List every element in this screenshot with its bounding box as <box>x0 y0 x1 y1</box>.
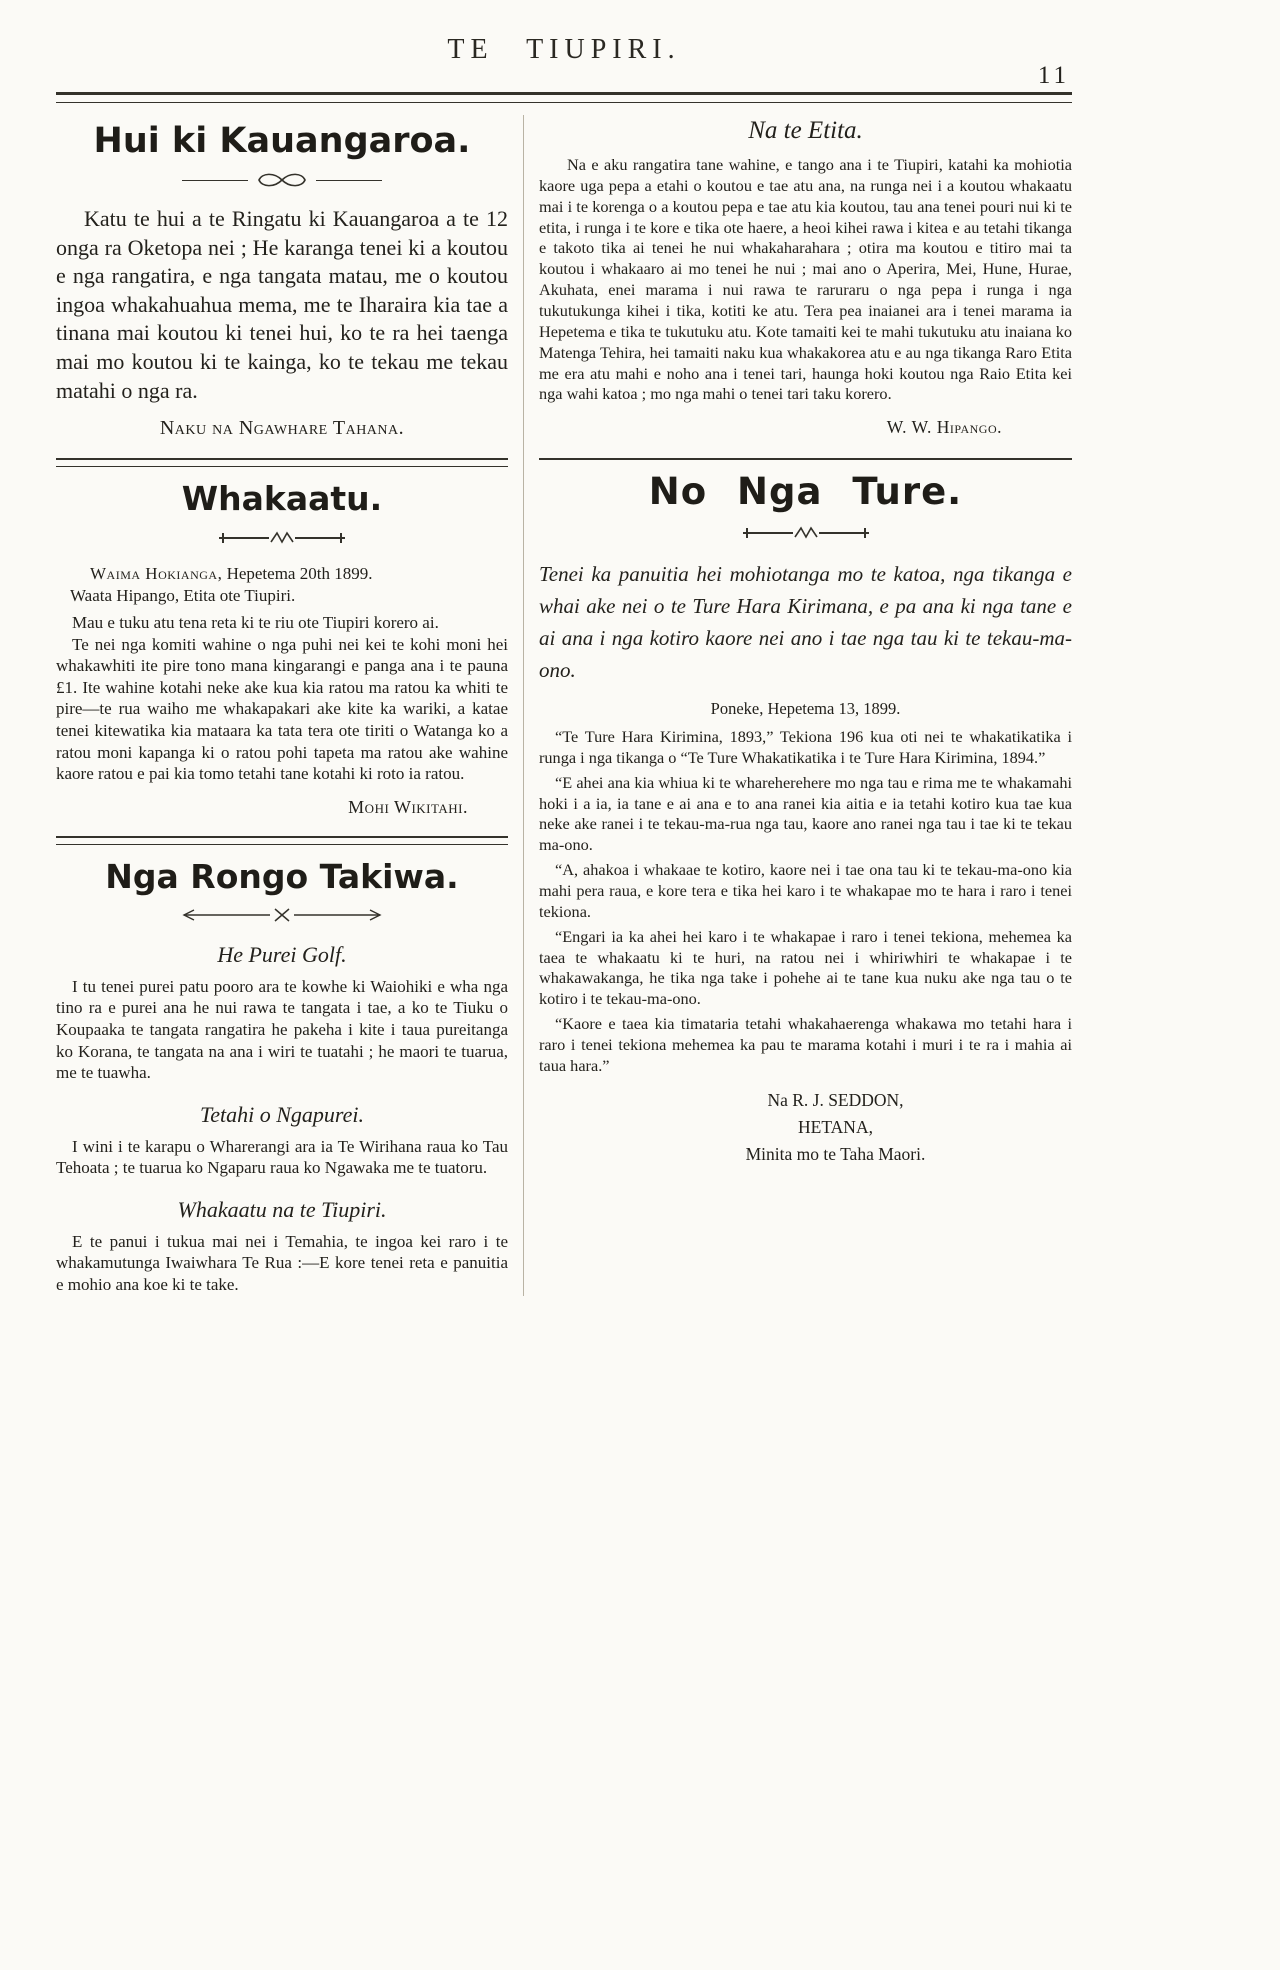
columns-container <box>56 115 1072 1296</box>
article-body: Katu te hui a te Ringatu ki Kauangaroa a te 12 onga ra Oketopa nei ; He karanga tenei ki a koutou e nga rangatira, e nga tangata matau, me o koutou ingoa whakahuahua mema, me te Iharaira kia tae a tinana mai koutou ki tenei hui, ko te ra hei taenga mai mo koutou ki te kainga, ko te tekau me tekau matahi o nga ra. <box>56 206 508 403</box>
ornament-line <box>182 180 248 181</box>
article-paragraph: Te nei nga komiti wahine o nga puhi nei kei te kohi moni hei whakawhiti ite pire tono mana kingarangi e panga ana i te pauna £1. Ite wahine kotahi neke ake kua kia ratou ma ratou ka whiti te pire—te rua waiho me whakapakari ake kite ka wariki, a katae tenei kitewatika kia mataara ka tata tera ote tiriti o Watanga ko a ratou moni kapanga ki o ratou pohi tapeta ma ratou ake wahine kaore ratou e pai kia tomo tetahi tane kotahi ki roto ia ratou. <box>56 634 508 784</box>
article-no-nga-ture <box>539 470 1072 1168</box>
article-hui-ki-kauangaroa <box>56 121 508 440</box>
article-addressee: Waata Hipango, Etita ote Tiupiri. <box>70 586 296 606</box>
article-title: Na te Etita. <box>748 117 863 144</box>
section-subtitle: Tetahi o Ngapurei. <box>199 1101 364 1127</box>
article-paragraph: Mau e tuku atu tena reta ki te riu ote Tiupiri korero ai. <box>72 613 439 633</box>
article-title: Whakaatu. <box>181 479 383 519</box>
section-subtitle: Whakaatu na te Tiupiri. <box>177 1196 387 1222</box>
scroll-rule-ornament <box>56 171 508 189</box>
article-whakaatu <box>56 479 508 818</box>
article-signature: W. W. Hipango. <box>886 417 1002 438</box>
section-subtitle: He Purei Golf. <box>217 941 347 967</box>
header-double-rule <box>56 92 1072 103</box>
article-dateline <box>56 564 508 584</box>
signature-block <box>539 1087 1072 1168</box>
right-column <box>539 115 1072 1296</box>
article-na-te-etita <box>539 117 1072 438</box>
article-paragraph: “Kaore e taea kia timataria tetahi whakahaerenga whakawa mo tetahi hara i raro i tenei tekiona mehemea ka pau te marama kotahi i muri i te ra i mahia ai taua hara.” <box>539 1014 1072 1075</box>
article-paragraph: “Engari ia ka ahei hei karo i te whakapae i raro i tenei tekiona, mehemea ka taea te whakaatu ki te huri, na ratou nei i whiriwhiri te whakapae i te whakawakanga, he tika nga take i pohehe ai te tane kua nuku ake nga tau o te kotiro i te tekau-ma-ono. <box>539 926 1072 1009</box>
signature-line: Minita mo te Taha Maori. <box>745 1143 926 1164</box>
left-column <box>56 115 508 1296</box>
article-paragraph: “Te Ture Hara Kirimina, 1893,” Tekiona 196 kua oti nei te whakatikatika i runga i nga tikanga o “Te Ture Whakatikatika i te Ture Hara Kirimina, 1894.” <box>539 726 1072 767</box>
cross-rule-ornament <box>56 906 508 924</box>
bracket-rule-ornament <box>539 523 1072 543</box>
page-header <box>56 34 1072 90</box>
bracket-rule-ornament <box>56 528 508 548</box>
article-title: Hui ki Kauangaroa. <box>93 121 471 161</box>
scroll-knot-icon <box>254 171 310 189</box>
article-nga-rongo-takiwa <box>56 857 508 1296</box>
article-body: Na e aku rangatira tane wahine, e tango ana i te Tiupiri, katahi ka mohiotia kaore uga pepa a etahi o koutou e tae atu ana, na runga nei i a koutou whakaatu mai i te korenga o a koutou pepa e tae atu kia koutou, tau ana tenei pouri nui ki te etita, i runga i te kore e tika ote haere, a heoi kihei rawa i kitea e au tetahi tikanga e takoto tika ai tenei he nui whakaharahara ; otira ma koutou e titiro mai ta koutou i whakaaro ai mo tenei he nui ; mai ano o Aperira, Mei, Hune, Hurae, Akuhata, enei marama i nui rawa te raruraru o nga pepa i runga i nga tukutukunga kihei i tika, kotiti ke atu. Tera pea inaianei ara i tenei marama ia Hepetema e tika te tukutuku atu. Kote tamaiti kei te mahi tukutuku atu inaiana ko Matenga Tehira, hei tamaiti naku kua whakakorea atu e au nga tikanga Raro Etita me era atu mahi e noho ana i tenei tari, haunga hoki koutou nga Raio Etita kei nga wahi katoa ; mo nga mahi o tenei tari taku korero. <box>539 155 1072 404</box>
article-title: Nga Rongo Takiwa. <box>105 856 459 896</box>
article-signature: Mohi Wikitahi. <box>348 796 468 817</box>
dateline-date: Hepetema 20th 1899. <box>226 564 373 584</box>
section-double-rule <box>56 836 508 845</box>
column-divider-rule <box>523 115 524 1296</box>
article-dateline: Poneke, Hepetema 13, 1899. <box>710 698 901 718</box>
cross-rule-icon <box>182 906 382 924</box>
article-signature: Naku na Ngawhare Tahana. <box>159 417 405 440</box>
section-body: I tu tenei purei patu pooro ara te kowhe ki Waiohiki e wha nga tino ra e purei ana he nui rawa te tangata i tae, a ko te Tiuku o Koupaaka te tangata rangatira he pakeha i kite i taua pureitanga ko Korana, te tangata na ana i wiri te tuatahi ; he maori te tuarua, me te tuawha. <box>56 976 508 1083</box>
section-single-rule <box>539 458 1072 460</box>
article-paragraph: “E ahei ana kia whiua ki te whareherehere mo nga tau e rima me te whakamahi hoki i a ia, ia tane e ai ana e to ana ranei kia aitia e ia tetahi kotiro kua tae kua neke ake ranei i te tekau-ma-rua nga tau, kaore ano ranei nga tau i tae ki te tekau ma-ono. <box>539 772 1072 855</box>
page-number: 11 <box>1037 62 1070 89</box>
ornament-line <box>316 180 382 181</box>
bracket-rule-icon <box>217 528 347 548</box>
newspaper-title: TE TIUPIRI. <box>447 34 681 65</box>
section-body: I wini i te karapu o Wharerangi ara ia Te Wirihana raua ko Tau Tehoata ; te tuarua ko Ngaparu raua ko Ngawaka me te tuatoru. <box>56 1136 508 1178</box>
article-lead: Tenei ka panuitia hei mohiotanga mo te katoa, nga tikanga e whai ake nei o te Ture Hara Kirimana, e pa ana ki nga tane e ai ana i nga kotiro kaore nei ano i tae nga tau ki te tekau-ma-ono. <box>539 562 1072 683</box>
article-title: No Nga Ture. <box>648 470 963 514</box>
article-paragraph: “A, ahakoa i whakaae te kotiro, kaore nei i tae ona tau ki te tekau-ma-ono kia mahi pera raua, e kore tera e tika hei karo i te whakapae mo te hara i raro i tenei tekiona. <box>539 860 1072 921</box>
signature-line: HETANA, <box>798 1116 873 1137</box>
dateline-place: Waima Hokianga, <box>90 564 223 584</box>
section-double-rule <box>56 458 508 467</box>
section-body: E te panui i tukua mai nei i Temahia, te ingoa kei raro i te whakamutunga Iwaiwhara Te Rua :—E kore tenei reta e panuitia e mohio ana koe ki te take. <box>56 1231 508 1294</box>
bracket-rule-icon <box>741 523 871 543</box>
signature-line: Na R. J. SEDDON, <box>767 1089 904 1110</box>
